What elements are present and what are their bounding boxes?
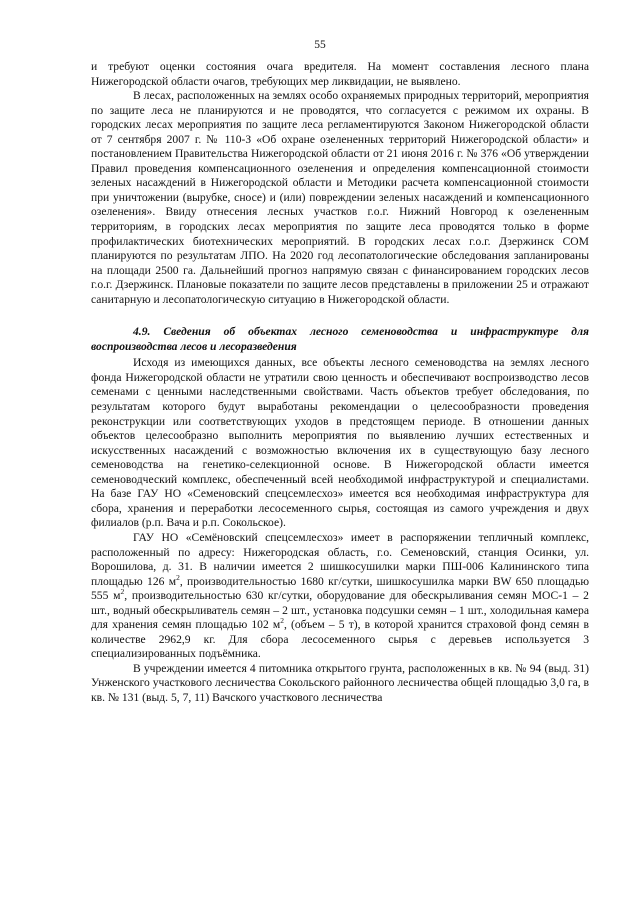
superscript: 2 xyxy=(120,587,125,597)
page-number: 55 xyxy=(314,39,326,51)
text-run: , производительностью 1680 кг/сутки, шишкосушилка марки BW 650 площадью 555 м xyxy=(91,574,590,603)
text-run: , (объем – 5 т), в которой хранится страховой фонд семян в количестве 2962,9 кг. Для сбора лесосеменного сырья с деревьев используется 3 специализированных подъёмника. xyxy=(91,618,589,661)
paragraph-nurseries: В учреждении имеется 4 питомника открытого грунта, расположенных в кв. № 94 (выд. 31) Унженского участкового лесничества Сокольского районного лесничества общей площадью 3,0 га, в кв. № 131 (выд. 5, 7, 11) Вачского участкового лесничества xyxy=(91,661,589,704)
section-heading: 4.9. Сведения об объектах лесного семеноводства и инфраструктуре для воспроизводства лесов и лесоразведения xyxy=(91,325,589,353)
paragraph-continuation: и требуют оценки состояния очага вредителя. На момент составления лесного плана Нижегородской области очагов, требующих мер ликвидации, не выявлено. xyxy=(91,60,589,88)
paragraph-seed-objects: Исходя из имеющихся данных, все объекты лесного семеноводства на землях лесного фонда Нижегородской области не утратили свою ценность и обеспечивают воспроизводство лесов семенами с ценными наследственными свойствами. Часть объектов требует обследования, по результатам которого будут выработаны рекомендации о целесообразности проведения реконструкции или соответствующих уходов в предстоящем периоде. В отношении данных объектов целесообразно выполнить мероприятия по выявлению лучших естественных и искусственных насаждений с возможностью включения их в существующую базу лесного семеноводства на генетико-селекционной основе. В Нижегородской области имеется семеноводческий комплекс, обеспеченный всей необходимой инфраструктурой и специалистами. На базе ГАУ НО «Семеновский спецсемлесхоз» имеется вся необходимая инфраструктура для сбора, хранения и переработки лесосеменного сырья, состоящая из самого учреждения и двух филиалов (р.п. Вача и р.п. Сокольское). xyxy=(91,356,589,530)
document-body xyxy=(91,60,589,706)
paragraph-seed-complex xyxy=(91,531,589,662)
text-run: ГАУ НО «Семёновский спецсемлесхоз» имеет в распоряжении тепличный комплекс, расположенный по адресу: Нижегородская область, г.о. Семеновский, станция Осинки, ул. Ворошилова, д. 31. В наличии имеется 2 шишкосушилки марки ПШ-006 Калининского типа площадью 126 м xyxy=(91,530,589,588)
superscript: 2 xyxy=(280,616,284,626)
text-run: , производительностью 630 кг/сутки, оборудование для обескрыливания семян МОС-1 – 2 шт., водный обескрыливатель семян – 2 шт., установка подсушки семян – 1 шт., холодильная камера для хранения семян площадью 102 м xyxy=(91,589,589,632)
paragraph-protected-territories: В лесах, расположенных на землях особо охраняемых природных территорий, мероприятия по защите леса не планируются и не проводятся, что согласуется с режимом их охраны. В городских лесах мероприятия по защите леса регламентируются Законом Нижегородской области от 7 сентября 2007 г. № 110-З «Об охране озелененных территорий Нижегородской области» и постановлением Правительства Нижегородской области от 21 июня 2016 г. № 376 «Об утверждении Правил проведения компенсационного озеленения и определения компенсационной стоимости зеленых насаждений в Нижегородской области и Методики расчета компенсационной стоимости при уничтожении (вырубке, сносе) и (или) повреждении зеленых насаждений и компенсационного озеленения». Ввиду отнесения лесных участков г.о.г. Нижний Новгород к озелененным территориям, в городских лесах мероприятия по защите леса проводятся только в форме профилактических биотехнических мероприятий. В городских лесах г.о.г. Дзержинск СОМ планируются по результатам ЛПО. На 2020 год лесопатологические обследования запланированы на площади 2500 га. Дальнейший прогноз напрямую связан с финансированием городских лесов г.о.г. Дзержинск. Плановые показатели по защите лесов представлены в приложении 25 и отражают санитарную и лесопатологическую ситуацию в Нижегородской области. xyxy=(91,89,589,306)
superscript: 2 xyxy=(176,572,180,582)
